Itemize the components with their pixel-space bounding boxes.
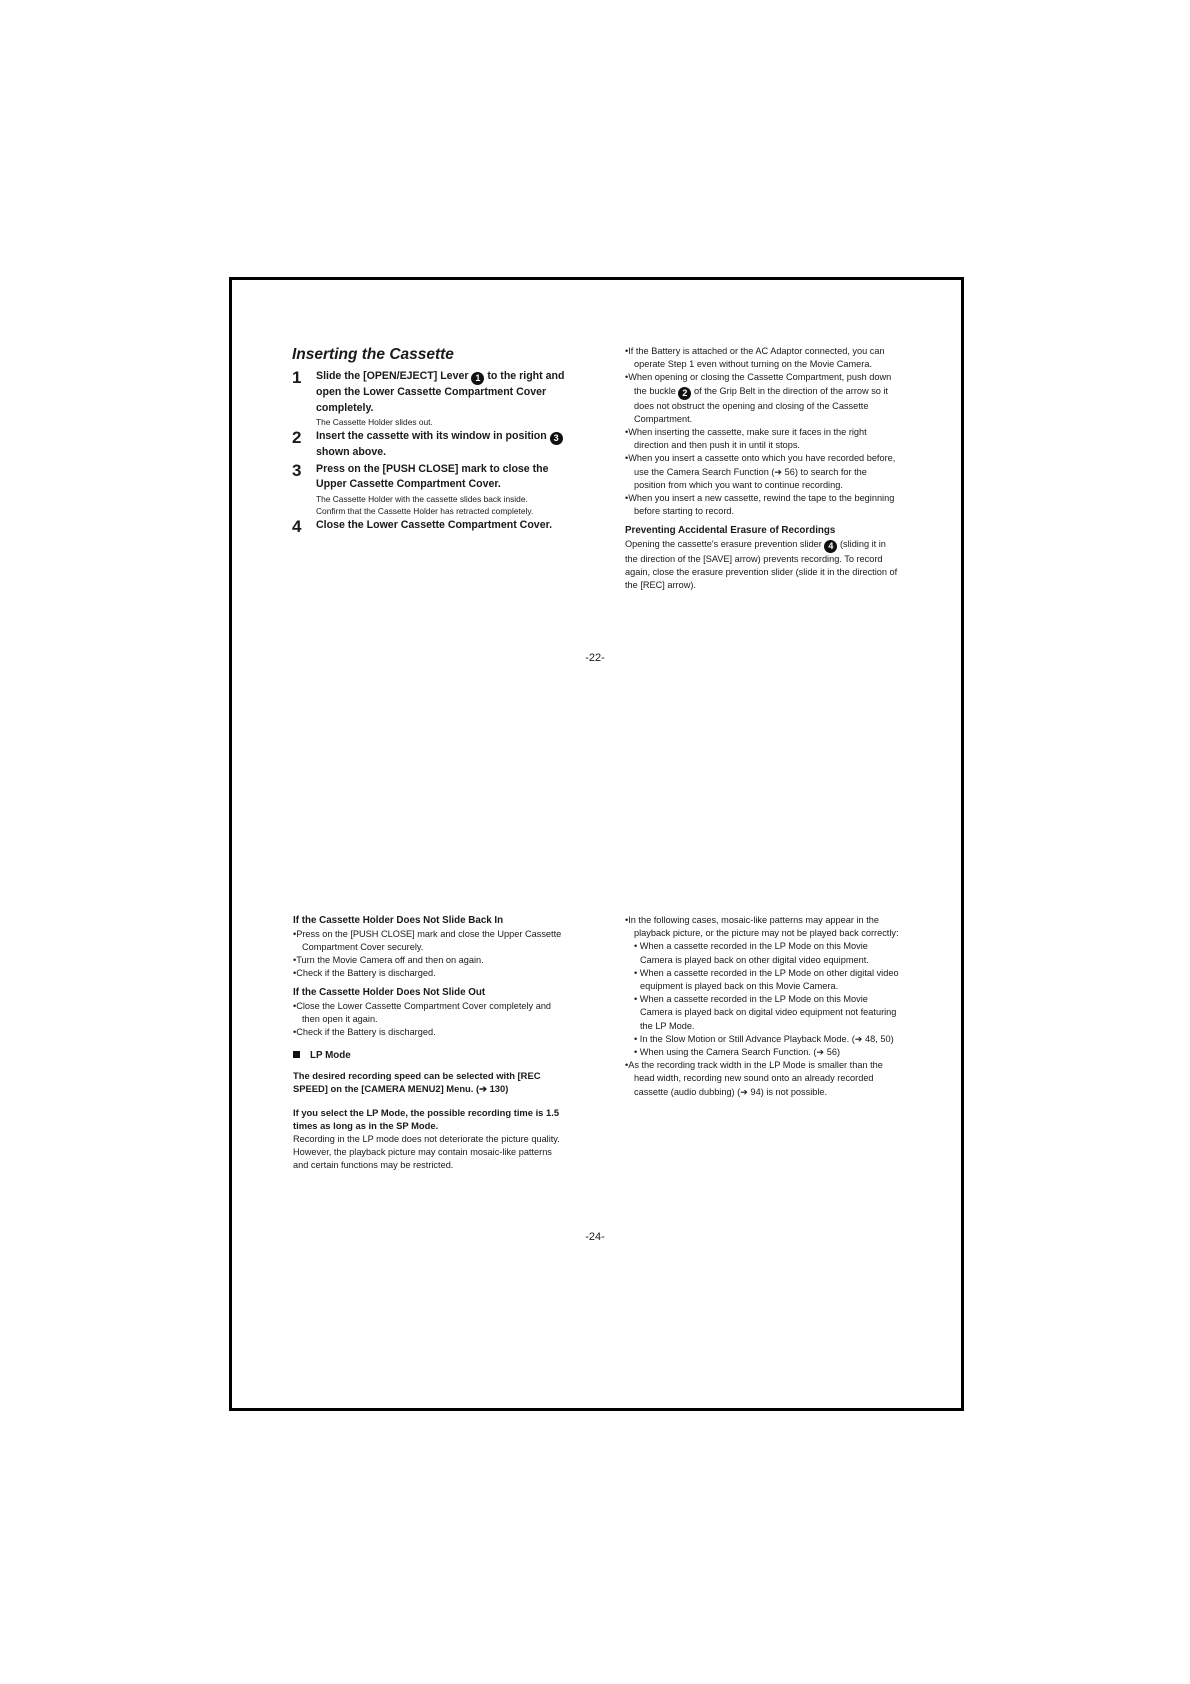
bullet-item: •When you insert a new cassette, rewind the tape to the beginning before starting to record.: [625, 493, 895, 517]
lp-mode-heading: [293, 1049, 568, 1063]
sub-bullet-item: • When a cassette recorded in the LP Mode on this Movie Camera is played back on digital video equipment not featuring the LP Mode.: [634, 994, 897, 1031]
marker-1-icon: 1: [471, 372, 484, 385]
bullet-text: In the Slow Motion or Still Advance Playback Mode. (➔ 48, 50): [639, 1033, 894, 1044]
step-text-part: shown above.: [316, 446, 387, 458]
bullet-text: When a cassette recorded in the LP Mode on this Movie Camera is played back on other digital video equipment.: [639, 941, 869, 965]
bullet-text: When a cassette recorded in the LP Mode on this Movie Camera is played back on digital video equipment not featuring the LP Mode.: [639, 994, 897, 1031]
bullet-text: When inserting the cassette, make sure it faces in the right direction and then push it in until it stops.: [628, 427, 867, 451]
bullet-item: •If the Battery is attached or the AC Adaptor connected, you can operate Step 1 even without turning on the Movie Camera.: [625, 346, 885, 370]
section-title: Inserting the Cassette: [292, 346, 454, 363]
step-3: [292, 462, 570, 517]
bullet-text: In the following cases, mosaic-like patterns may appear in the playback picture, or the picture may not be played back correctly:: [628, 915, 899, 939]
sub-bullet-item: • When a cassette recorded in the LP Mode on other digital video equipment is played back on this Movie Camera.: [634, 967, 899, 992]
step-text-part: Slide the [OPEN/EJECT] Lever: [316, 370, 472, 382]
p22-right-column: [625, 345, 900, 593]
bullet-item: •Press on the [PUSH CLOSE] mark and close the Upper Cassette Compartment Cover securely.: [293, 928, 562, 952]
sub-bullet-item: • When using the Camera Search Function. (➔ 56): [634, 1047, 840, 1058]
step-text: [316, 369, 570, 416]
step-text: Press on the [PUSH CLOSE] mark to close the Upper Cassette Compartment Cover.: [316, 462, 549, 490]
bullet-text: If the Battery is attached or the AC Adaptor connected, you can operate Step 1 even without turning on the Movie Camera.: [628, 346, 885, 370]
step-text-part: to the right and open the Lower Cassette Compartment Cover completely.: [316, 370, 565, 414]
sub-bullet-item: • In the Slow Motion or Still Advance Playback Mode. (➔ 48, 50): [634, 1033, 894, 1044]
step-note: The Cassette Holder slides out.: [316, 417, 433, 427]
step-number: 4: [292, 516, 302, 536]
marker-4-icon: 4: [824, 540, 837, 553]
subsection-heading: Preventing Accidental Erasure of Recordings: [625, 525, 836, 537]
bullet-text: When opening or closing the Cassette Compartment, push down the buckle: [628, 372, 892, 396]
bullet-item: •When you insert a cassette onto which you have recorded before, use the Camera Search Function (➔ 56) to search for the position from which you want to continue recording.: [625, 453, 896, 490]
paragraph-bold: If you select the LP Mode, the possible recording time is 1.5 times as long as in the SP Mode.: [293, 1106, 560, 1132]
bullet-item: •When opening or closing the Cassette Compartment, push down the buckle 2 of the Grip Belt in the direction of the arrow so it does not obstruct the opening and closing of the Cassette Compartment.: [625, 372, 892, 424]
step-number: 2: [292, 428, 302, 447]
bullet-item: •In the following cases, mosaic-like patterns may appear in the playback picture, or the picture may not be played back correctly:: [625, 915, 899, 939]
step-number: 3: [292, 460, 302, 480]
step-1: [292, 369, 570, 428]
step-text: [316, 429, 570, 461]
bullet-text: of the Grip Belt in the direction of the arrow so it does not obstruct the opening and closing of the Cassette Compartment.: [634, 385, 889, 424]
step-text-part: Insert the cassette with its window in position: [316, 430, 550, 442]
p22-left-column: [292, 345, 570, 536]
p24-left-column: [293, 914, 568, 1173]
bullet-text: When a cassette recorded in the LP Mode on other digital video equipment is played back on this Movie Camera.: [639, 967, 899, 992]
bullet-item: •Check if the Battery is discharged.: [293, 968, 436, 979]
bullet-text: When you insert a new cassette, rewind the tape to the beginning before starting to record.: [628, 493, 895, 517]
bullet-item: •Check if the Battery is discharged.: [293, 1027, 436, 1038]
bullet-item: •When inserting the cassette, make sure it faces in the right direction and then push it in until it stops.: [625, 427, 867, 451]
paragraph-text: (sliding it in the direction of the [SAVE] arrow) prevents recording. To record again, close the erasure prevention slider (slide it in the direction of the [REC] arrow).: [625, 538, 898, 591]
bullet-text: Check if the Battery is discharged.: [296, 968, 436, 979]
bullet-text: When you insert a cassette onto which you have recorded before, use the Camera Search Function (➔ 56) to search for the position from which you want to continue recording.: [628, 453, 896, 490]
step-note: Confirm that the Cassette Holder has retracted completely.: [316, 505, 534, 516]
subsection-heading: If the Cassette Holder Does Not Slide Out: [293, 987, 486, 999]
step-4: [292, 518, 570, 535]
bullet-text: Close the Lower Cassette Compartment Cover completely and then open it again.: [296, 1000, 552, 1025]
bullet-item: •Close the Lower Cassette Compartment Cover completely and then open it again.: [293, 1000, 552, 1025]
bullet-item: •Turn the Movie Camera off and then on again.: [293, 954, 484, 965]
marker-3-icon: 3: [550, 432, 563, 445]
bullet-text: As the recording track width in the LP Mode is smaller than the head width, recording new sound onto an already recorded cassette (audio dubbing) (➔ 94) is not possible.: [628, 1060, 883, 1097]
heading-text: LP Mode: [310, 1050, 351, 1062]
paragraph-text: Opening the cassette's erasure prevention slider: [625, 538, 825, 549]
subsection-heading: If the Cassette Holder Does Not Slide Back In: [293, 915, 504, 926]
step-text: Close the Lower Cassette Compartment Cover.: [316, 518, 553, 531]
page-number: -24-: [585, 1231, 605, 1243]
p24-right-column: [625, 914, 902, 1099]
bullet-text: Turn the Movie Camera off and then on again.: [296, 954, 484, 965]
paragraph-bold: The desired recording speed can be selected with [REC SPEED] on the [CAMERA MENU2] Menu. (➔ 130): [293, 1069, 541, 1095]
paragraph: [625, 538, 900, 593]
square-bullet-icon: [293, 1051, 300, 1058]
paragraph: Recording in the LP mode does not deteriorate the picture quality. However, the playback picture may contain mosaic-like patterns and certain functions may be restricted.: [293, 1133, 560, 1171]
page-number: -22-: [585, 652, 605, 664]
sub-bullet-item: • When a cassette recorded in the LP Mode on this Movie Camera is played back on other digital video equipment.: [634, 941, 869, 965]
bullet-text: Press on the [PUSH CLOSE] mark and close the Upper Cassette Compartment Cover securely.: [296, 928, 562, 952]
step-note: The Cassette Holder with the cassette slides back inside.: [316, 493, 528, 504]
step-2: [292, 429, 570, 461]
bullet-item: •As the recording track width in the LP Mode is smaller than the head width, recording new sound onto an already recorded cassette (audio dubbing) (➔ 94) is not possible.: [625, 1060, 883, 1097]
marker-2-icon: 2: [678, 387, 691, 400]
step-number: 1: [292, 368, 302, 387]
bullet-text: Check if the Battery is discharged.: [296, 1027, 436, 1038]
bullet-text: When using the Camera Search Function. (➔ 56): [639, 1047, 840, 1058]
